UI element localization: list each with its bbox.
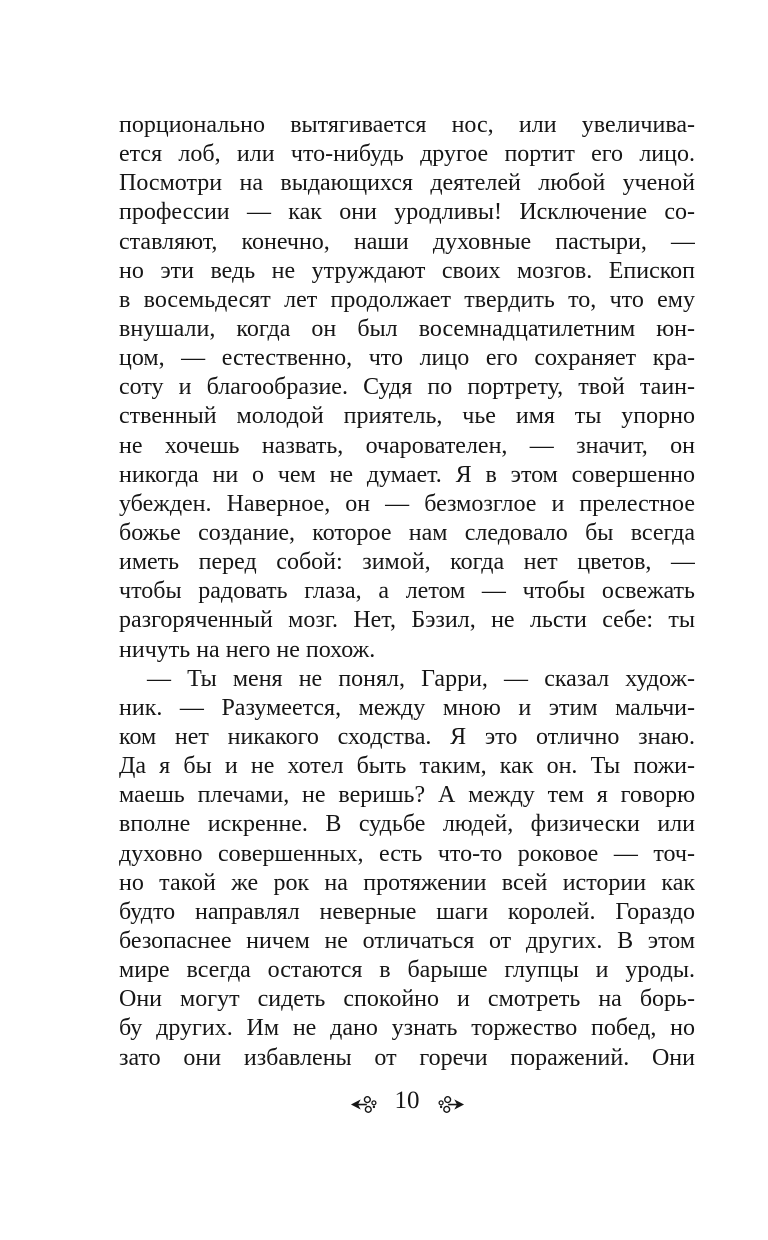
text-line: Да я бы и не хотел быть таким, как он. Ты пожи- [119,753,695,780]
text-line: внушали, когда он был восемнадцатилетним юн- [119,315,695,342]
fleuron-left-icon [350,1094,380,1115]
text-line: духовно совершенных, есть что-то роковое — точ- [119,840,695,867]
text-line: вполне искренне. В судьбе людей, физически или [119,811,695,838]
text-line: профессии — как они уродливы! Исключение со- [119,199,695,226]
text-line: ник. — Разумеется, между мною и этим мальчи- [119,694,695,721]
text-line: в восемьдесят лет продолжает твердить то, что ему [119,286,695,313]
page-number: 10 [394,1087,420,1114]
text-line: мире всегда остаются в барыше глупцы и уроды. [119,957,695,984]
fleuron-right-icon [435,1094,465,1115]
body-text [119,111,695,1073]
text-line: ставляют, конечно, наши духовные пастыри, — [119,228,695,255]
text-line: Посмотри на выдающихся деятелей любой ученой [119,170,695,197]
page-footer [119,1086,695,1116]
text-line: цом, — естественно, что лицо его сохраняет кра- [119,345,695,372]
text-line: ком нет никакого сходства. Я это отлично знаю. [119,723,695,750]
text-line: бу других. Им не дано узнать торжество побед, но [119,1015,695,1042]
text-line: Они могут сидеть спокойно и смотреть на борь- [119,986,695,1013]
text-line: но такой же рок на протяжении всей истории как [119,869,695,896]
text-line: разгоряченный мозг. Нет, Бэзил, не льсти себе: ты [119,607,695,634]
text-line: божье создание, которое нам следовало бы всегда [119,519,695,546]
text-line: убежден. Наверное, он — безмозглое и прелестное [119,490,695,517]
text-line: будто направлял неверные шаги королей. Гораздо [119,898,695,925]
text-line: но эти ведь не утруждают своих мозгов. Епископ [119,257,695,284]
text-line: порционально вытягивается нос, или увеличива- [119,112,695,138]
text-line: ется лоб, или что-нибудь другое портит его лицо. [119,141,695,168]
text-line: соту и благообразие. Судя по портрету, твой таин- [119,374,695,401]
text-line: никогда ни о чем не думает. Я в этом совершенно [119,461,695,488]
text-line: маешь плечами, не веришь? А между тем я говорю [119,782,695,809]
text-line: иметь перед собой: зимой, когда нет цветов, — [119,549,695,576]
text-line: не хочешь назвать, очарователен, — значит, он [119,432,695,459]
text-line: ственный молодой приятель, чье имя ты упорно [119,403,695,430]
text-line: зато они избавлены от горечи поражений. Они [119,1044,695,1071]
text-line: — Ты меня не понял, Гарри, — сказал худож- [147,665,695,692]
text-line: чтобы радовать глаза, а летом — чтобы освежать [119,578,695,605]
text-line: ничуть на него не похож. [119,636,376,663]
text-line: безопаснее ничем не отличаться от других. В этом [119,927,695,954]
